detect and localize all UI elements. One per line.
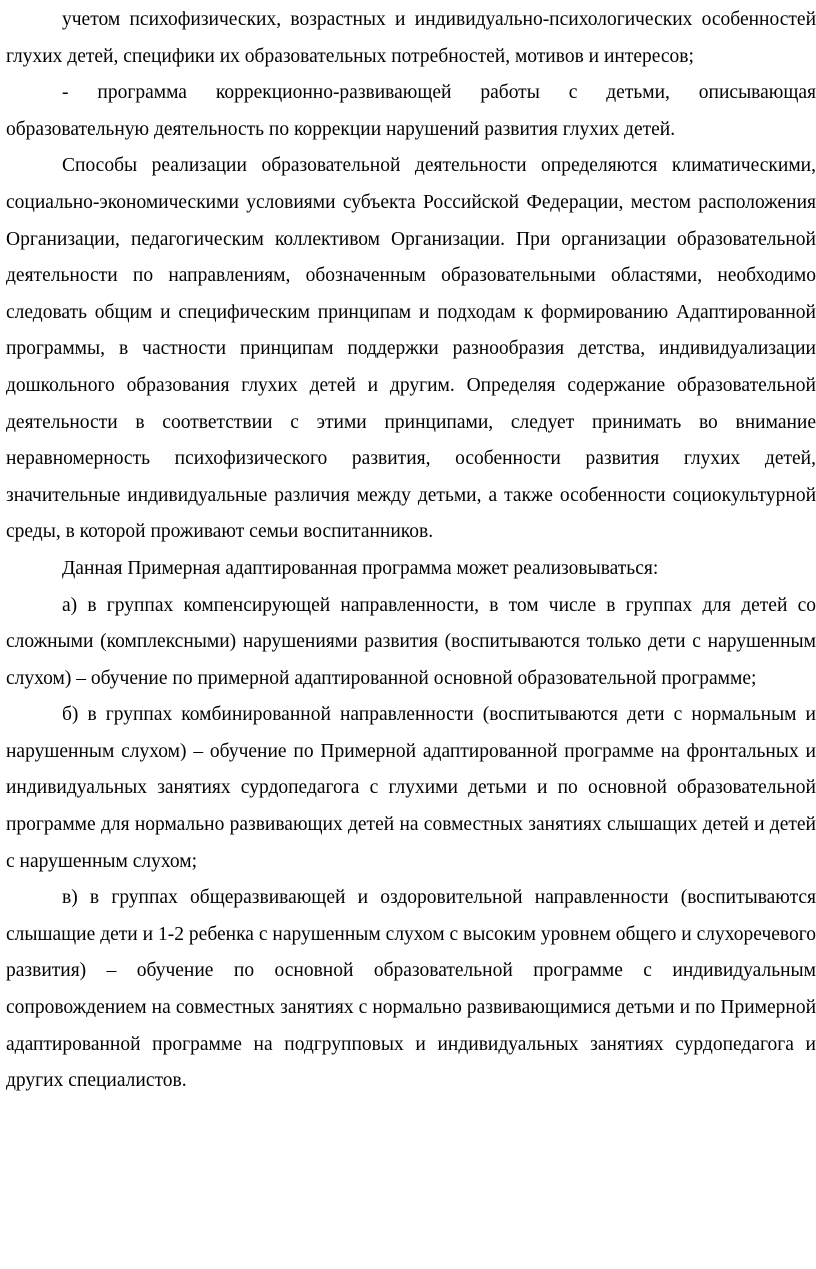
paragraph-item-a: а) в группах компенсирующей направленности, в том числе в группах для детей со сложными (комплексными) нарушениями развития (воспитываются только дети с нарушенным слухом) – обучение по примерной адаптированной основной образовательной программе;: [6, 594, 816, 689]
paragraph-continuation: учетом психофизических, возрастных и индивидуально-психологических особенностей глухих детей, специфики их образовательных потребностей, мотивов и интересов;: [6, 9, 816, 67]
document-body: [6, 2, 816, 1100]
paragraph-implementation-methods: Способы реализации образовательной деятельности определяются климатическими, социально-экономическими условиями субъекта Российской Федерации, местом расположения Организации, педагогическим коллективом Организации. При организации образовательной деятельности по направлениям, обозначенным образовательными областями, необходимо следовать общим и специфическим принципам и подходам к формированию Адаптированной программы, в частности принципам поддержки разнообразия детства, индивидуализации дошкольного образования глухих детей и другим. Определяя содержание образовательной деятельности в соответствии с этими принципами, следует принимать во внимание неравномерность психофизического развития, особенности развития глухих детей, значительные индивидуальные различия между детьми, а также особенности социокультурной среды, в которой проживают семьи воспитанников.: [6, 155, 816, 543]
paragraph-program-implementation-intro: Данная Примерная адаптированная программа может реализовываться:: [62, 557, 659, 579]
paragraph-correction-program: - программа коррекционно-развивающей работы с детьми, описывающая образовательную деятельность по коррекции нарушений развития глухих детей.: [6, 82, 816, 140]
paragraph-item-b: б) в группах комбинированной направленности (воспитываются дети с нормальным и нарушенным слухом) – обучение по Примерной адаптированной программе на фронтальных и индивидуальных занятиях сурдопедагога с глухими детьми и по основной образовательной программе для нормально развивающих детей на совместных занятиях слышащих детей и детей с нарушенным слухом;: [6, 704, 816, 872]
paragraph-item-c: в) в группах общеразвивающей и оздоровительной направленности (воспитываются слышащие дети и 1-2 ребенка с нарушенным слухом с высоким уровнем общего и слухоречевого развития) – обучение по основной образовательной программе с индивидуальным сопровождением на совместных занятиях с нормально развивающимися детьми и по Примерной адаптированной программе на подгрупповых и индивидуальных занятиях сурдопедагога и других специалистов.: [6, 887, 816, 1092]
